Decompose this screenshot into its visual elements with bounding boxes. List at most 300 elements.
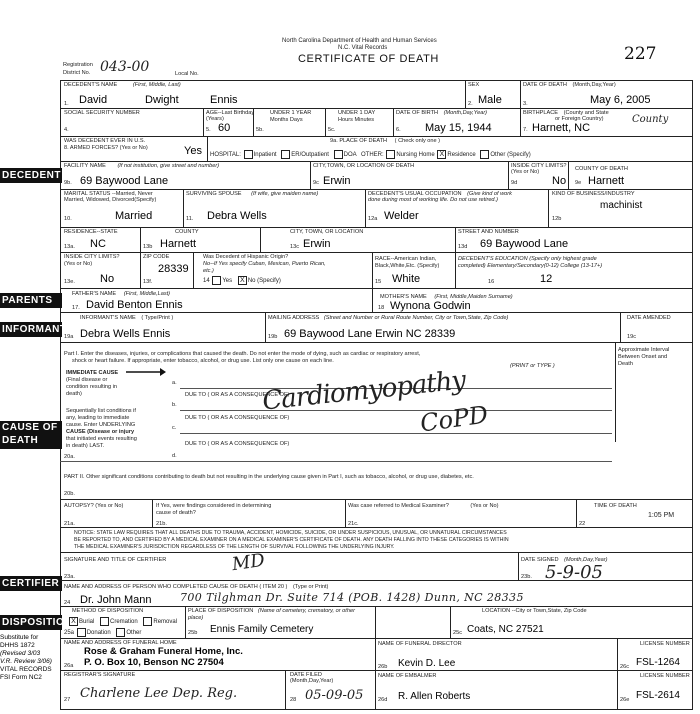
interval-label-2: Between Onset and (618, 354, 668, 360)
notice-line-2: BE REPORTED TO, AND CERTIFIED BY A MEDICAL EXAMINER ON A MEDICAL EXAMINER'S CERTIFICATE OF DEATH. ANY DEATH FALLING INTO THESE CATEGORIES IS WITHIN (74, 537, 509, 543)
certifier-name-value[interactable]: Dr. John Mann (80, 594, 152, 606)
mother-value[interactable]: Wynona Godwin (390, 300, 471, 312)
other-label: OTHER: (360, 152, 384, 159)
field-number: 23a. (64, 574, 75, 580)
date-filed-value[interactable]: 05-09-05 (305, 688, 364, 703)
spouse-value[interactable]: Debra Wells (207, 210, 267, 222)
marital-value[interactable]: Married (115, 210, 153, 222)
certifier-signature: MD (230, 549, 267, 576)
armed-hint: (Yes or No) (119, 145, 148, 151)
divider (508, 161, 509, 189)
father-label-text: FATHER'S NAME (72, 291, 117, 297)
registrar-signature: Charlene Lee Dep. Reg. (80, 686, 238, 701)
er-label: ER/Outpatient (291, 152, 329, 159)
side-label-parents: PARENTS (0, 293, 62, 308)
field-number: 10. (64, 216, 72, 222)
method-options-1 (68, 617, 177, 626)
divider (548, 189, 549, 227)
seq-hint-4: CAUSE (Disease or injury (66, 429, 135, 435)
director-label: NAME OF FUNERAL DIRECTOR (378, 641, 462, 647)
spouse-label-text: SURVIVING SPOUSE (186, 191, 242, 197)
divider (393, 108, 394, 136)
interval-label-1: Approximate Interval (618, 347, 670, 353)
field-number: 13d (458, 244, 468, 250)
date-of-death-value[interactable]: May 6, 2005 (590, 94, 651, 106)
race-value[interactable]: White (392, 273, 421, 285)
divider (183, 189, 184, 227)
immediate-hint-3: death) (66, 391, 82, 397)
other-place-label: Other (Specify) (490, 152, 531, 159)
side-note: DHHS 1872 (0, 642, 35, 649)
seq-hint-6: in death) LAST. (66, 443, 105, 449)
decedent-first-name[interactable]: David (79, 94, 108, 106)
mailing-address-value[interactable]: 69 Baywood Lane Erwin NC 28339 (284, 328, 456, 340)
embalmer-label: NAME OF EMBALMER (378, 673, 437, 679)
place-label-text: 9a. PLACE OF DEATH (330, 138, 388, 144)
row-line (60, 108, 692, 109)
decedent-name-hint: (First, Middle, Last) (132, 82, 181, 88)
findings-label-1: If Yes, were findings considered in determining (156, 503, 272, 509)
hispanic-label-2: No--If Yes specify Cuban, Mexican, Puerto Rican, (203, 261, 326, 267)
res-county-value[interactable]: Harnett (160, 238, 197, 250)
birthplace-value[interactable]: Harnett, NC (532, 122, 591, 134)
divider (615, 342, 616, 442)
birthplace-label-text: BIRTHPLACE (523, 110, 559, 116)
field-number: 3. (523, 101, 528, 107)
doa-label: DOA (343, 152, 357, 159)
field-number: 13e. (64, 279, 75, 285)
hospital-label: HOSPITAL: (210, 152, 241, 159)
father-label (72, 291, 170, 298)
field-number: c. (172, 425, 177, 431)
row-line (60, 312, 692, 313)
side-label-decedent: DECEDENT (2, 170, 62, 181)
divider (253, 108, 254, 136)
row-line (60, 638, 692, 639)
divider (520, 108, 521, 136)
armed-label-2-text: ARMED FORCES? (69, 145, 119, 151)
certifier-name-label (64, 584, 328, 591)
city-of-death-label: CITY,TOWN, OR LOCATION OF DEATH (313, 163, 415, 169)
informant-label-text: INFORMANT'S NAME (80, 315, 136, 321)
hispanic-options (203, 276, 281, 285)
divider (520, 80, 521, 108)
field-number: 12b (552, 216, 562, 222)
part2-instructions: PART II. Other significant conditions contributing to death but not resulting in the underlying cause given in Part I, such as tobacco, alcohol, or drug use, diabetes, etc. (64, 474, 474, 480)
date-signed-value[interactable]: 5-9-05 (545, 562, 603, 583)
location-label: LOCATION --City or Town,State, Zip Code (482, 608, 587, 614)
county-of-death-value[interactable]: Harnett (588, 175, 625, 187)
row-line (60, 527, 692, 528)
part1-instructions-2: shock or heart failure. If appropriate, enter tobacco, alcohol, or drug use. List only one cause on each line. (72, 358, 334, 364)
part1-instructions-1: Part I. Enter the diseases, injuries, or complications that caused the death. Do not enter the mode of dying, such as cardiac or respiratory arrest, (64, 351, 421, 357)
seq-hint-5: that initiated events resulting (66, 436, 137, 442)
race-label-2: Black,White,Etc. (Specify) (375, 263, 440, 269)
field-number: 20a. (64, 454, 75, 460)
divider (185, 606, 186, 638)
frame-right (692, 80, 693, 710)
row-line (60, 342, 692, 343)
nursing-label: Nursing Home (396, 152, 435, 159)
divider (285, 670, 286, 710)
father-value[interactable]: David Benton Ennis (86, 299, 183, 311)
hispanic-label-3: etc.) (203, 268, 214, 274)
street-label: STREET AND NUMBER (458, 229, 519, 235)
field-number: 25b (188, 630, 198, 636)
side-note: Substitute for (0, 634, 39, 641)
burial-checkbox[interactable]: X (69, 617, 78, 626)
embalmer-license-value[interactable]: FSL-2614 (636, 690, 680, 701)
field-number: 13c (290, 244, 300, 250)
cause-handwritten-a: Cardiomyopathy (260, 365, 467, 417)
field-number: 19b (268, 334, 278, 340)
field-number: 22 (579, 521, 586, 527)
agency-line-1: North Carolina Department of Health and Human Services (282, 38, 437, 44)
divider (375, 638, 376, 710)
hispanic-yes-checkbox[interactable] (212, 276, 221, 285)
divider (455, 252, 456, 288)
row-line (60, 252, 692, 253)
field-number: 9b. (64, 180, 72, 186)
divider (325, 108, 326, 136)
decedent-name-label (64, 82, 181, 89)
time-of-death-label: TIME OF DEATH (594, 503, 637, 509)
decedent-name-label-text: DECEDENT'S NAME (64, 82, 118, 88)
funeral-home-name[interactable]: Rose & Graham Funeral Home, Inc. (84, 646, 243, 657)
registration-label: Registration (63, 62, 93, 68)
date-of-death-label (523, 82, 616, 89)
field-number: 18 (378, 305, 385, 311)
father-hint: (First, Middle,Last) (123, 291, 171, 297)
divider (518, 552, 519, 580)
field-number: 16 (488, 279, 495, 285)
date-amended-label: DATE AMENDED (627, 315, 671, 321)
residence-label: Residence (447, 152, 476, 159)
cause-line-c (180, 433, 612, 434)
field-number: 9e (575, 180, 582, 186)
funeral-home-address[interactable]: P. O. Box 10, Benson NC 27504 (84, 657, 224, 668)
field-number: 26a (64, 663, 74, 669)
hispanic-no-label: No (Specify) (247, 278, 281, 285)
birthplace-hint-1: (County and State (563, 110, 609, 116)
row-line (60, 227, 692, 228)
director-license-label: LICENSE NUMBER (640, 641, 690, 647)
side-label-cause-line1: CAUSE OF (2, 422, 58, 433)
donation-label: Donation (86, 630, 111, 637)
local-no-label: Local No. (175, 71, 199, 77)
res-state-label: RESIDENCE--STATE (64, 229, 118, 235)
ssn-label: SOCIAL SECURITY NUMBER (64, 110, 140, 116)
field-number: 11. (186, 216, 194, 222)
months-days-label: Months Days (270, 117, 303, 123)
certifier-address-handwritten: 700 Tilghman Dr. Suite 714 (POB. 1428) Dunn, NC 28335 (180, 591, 524, 604)
facility-value[interactable]: 69 Baywood Lane (80, 175, 169, 187)
place-hint: ( Check only one ) (394, 138, 441, 144)
dob-hint: (Month,Day,Year) (443, 110, 488, 116)
business-value[interactable]: machinist (600, 200, 643, 211)
field-number: 26b (378, 664, 388, 670)
page-number: 227 (624, 44, 657, 64)
occupation-value[interactable]: Welder (384, 210, 419, 222)
field-number: 25c (453, 630, 463, 636)
place-disposition-label-text: PLACE OF DISPOSITION (188, 608, 254, 614)
side-note: (Revised 3/03 (0, 650, 41, 657)
divider (310, 161, 311, 189)
cremation-checkbox[interactable] (100, 617, 109, 626)
field-number: 19c (627, 334, 637, 340)
divider (568, 161, 569, 189)
education-value[interactable]: 12 (540, 273, 553, 285)
date-filed-label-2: (Month,Day,Year) (290, 678, 334, 684)
cause-line-d (60, 461, 612, 462)
res-inside-value[interactable]: No (100, 273, 115, 285)
facility-hint: (If not institution, give street and number) (117, 163, 220, 169)
side-notes (0, 634, 52, 682)
county-of-death-label: COUNTY OF DEATH (575, 166, 628, 172)
side-label-cause-line2: DEATH (2, 435, 39, 446)
field-number: d. (172, 453, 177, 459)
field-number: 23b. (521, 574, 532, 580)
place-disposition-label-1 (188, 608, 355, 615)
birthplace-hint-2: or Foreign Country) (555, 116, 604, 122)
cause-line-b (180, 410, 612, 411)
field-number: 26d (378, 697, 388, 703)
field-number: 21c. (348, 521, 359, 527)
res-inside-label: INSIDE CITY LIMITS? (64, 254, 120, 260)
field-number: 5. (206, 127, 211, 133)
notice-line-1: NOTICE: STATE LAW REQUIRES THAT ALL DEATHS DUE TO TRAUMA, ACCIDENT, HOMICIDE, SUICIDE, OR UNDER SUSPICIOUS, UNUSUAL, OR UNNATURAL CIRCUMSTANCES (74, 530, 507, 536)
row-line (60, 670, 692, 671)
field-number: 6. (396, 127, 401, 133)
embalmer-license-label: LICENSE NUMBER (640, 673, 690, 679)
field-number: 14 (203, 278, 210, 285)
marital-label-1: MARITAL STATUS --Married, Never (64, 191, 153, 197)
field-number: 27 (64, 697, 71, 703)
other-disposition-label: Other (126, 630, 142, 637)
hispanic-yes-label: Yes (222, 278, 233, 285)
time-of-death-value[interactable]: 1:05 PM (648, 512, 675, 519)
field-number: 12a (368, 216, 378, 222)
dob-label-text: DATE OF BIRTH (396, 110, 439, 116)
due-to-label: DUE TO ( OR AS A CONSEQUENCE OF) (185, 392, 290, 398)
nursing-checkbox[interactable] (386, 150, 395, 159)
dob-label (396, 110, 487, 117)
street-value[interactable]: 69 Baywood Lane (480, 238, 569, 250)
doa-checkbox[interactable] (334, 150, 343, 159)
age-value[interactable]: 60 (218, 122, 231, 134)
city-of-death-value[interactable]: Erwin (323, 175, 351, 187)
place-disposition-label-2: (Name of cemetery, crematory, or other (257, 608, 355, 614)
removal-label: Removal (153, 619, 178, 626)
date-of-death-label-text: DATE OF DEATH (523, 82, 567, 88)
residence-checkbox[interactable]: X (437, 150, 446, 159)
burial-label: Burial (79, 619, 95, 626)
field-number: 15 (375, 279, 382, 285)
donation-checkbox[interactable] (77, 628, 86, 637)
medex-label-text: Was case referred to Medical Examiner? (348, 503, 449, 509)
page-title: CERTIFICATE OF DEATH (298, 53, 439, 65)
funeral-home-label: NAME AND ADDRESS OF FUNERAL HOME (64, 640, 177, 646)
side-note: V.R. Review 3/06) (0, 658, 52, 665)
immediate-hint-2: condition resulting in (66, 384, 117, 390)
frame-top (60, 80, 692, 81)
date-signed-label-text: DATE SIGNED (521, 557, 559, 563)
interval-label-3: Death (618, 361, 633, 367)
inside-city-hint: (Yes or No) (511, 169, 540, 175)
seq-hint-1: Sequentially list conditions if (66, 408, 136, 414)
race-label-1: RACE--American Indian, (375, 256, 437, 262)
sex-value[interactable]: Male (478, 94, 502, 106)
marital-label-2: Married, Widowed, Divorced(Specify) (64, 197, 157, 203)
row-line (60, 606, 692, 607)
field-number: 13b (143, 244, 153, 250)
divider (193, 252, 194, 288)
method-options-2 (64, 628, 141, 637)
field-number: 1. (64, 101, 69, 107)
immediate-hint-1: (Final disease or (66, 377, 108, 383)
row-line (60, 189, 692, 190)
divider (152, 499, 153, 527)
field-number: 13f. (143, 279, 153, 285)
date-signed-hint: (Month,Day,Year) (564, 557, 608, 563)
field-number: 20b. (64, 491, 75, 497)
res-city-label: CITY, TOWN, OR LOCATION (290, 229, 364, 235)
cremation-label: Cremation (110, 619, 138, 626)
autopsy-label: AUTOPSY? (Yes or No) (64, 503, 124, 509)
divider (450, 606, 451, 638)
armed-value[interactable]: Yes (184, 145, 202, 157)
divider (140, 252, 141, 288)
divider (455, 227, 456, 252)
spouse-label (186, 191, 318, 198)
field-number: 9d (511, 180, 518, 186)
row-line (60, 499, 692, 500)
removal-checkbox[interactable] (143, 617, 152, 626)
date-filed-label-1: DATE FILED (290, 672, 322, 678)
seq-hint-3: cause. Enter UNDERLYING (66, 422, 136, 428)
divider (203, 108, 204, 136)
field-number: a. (172, 380, 177, 386)
immediate-cause-label: IMMEDIATE CAUSE (66, 370, 119, 376)
field-number: 2. (468, 101, 473, 107)
inside-city-label: INSIDE CITY LIMITS? (511, 163, 567, 169)
field-number: 25a (64, 630, 75, 637)
divider (576, 499, 577, 527)
district-label: District No. (63, 70, 91, 76)
field-number: 4. (64, 127, 69, 133)
divider (260, 227, 261, 252)
row-line (60, 552, 692, 553)
divider (372, 252, 373, 288)
res-city-value[interactable]: Erwin (303, 238, 331, 250)
field-number: 26e (620, 697, 630, 703)
location-value[interactable]: Coats, NC 27521 (467, 624, 544, 635)
divider (620, 312, 621, 342)
dob-value[interactable]: May 15, 1944 (425, 122, 492, 134)
field-number: b. (172, 402, 177, 408)
medex-hint: (Yes or No) (470, 503, 499, 509)
divider (375, 606, 376, 638)
informant-value[interactable]: Debra Wells Ennis (80, 328, 171, 340)
method-label: METHOD OF DISPOSITION (72, 608, 144, 614)
side-note: FSI Form NC2 (0, 674, 42, 681)
facility-label (64, 163, 219, 170)
seq-hint-2: any, leading to immediate (66, 415, 130, 421)
inside-city-value[interactable]: No (552, 175, 567, 187)
side-label-certifier: CERTIFIER (0, 576, 62, 591)
side-label-cause (0, 421, 62, 449)
occupation-hint-2: done during most of working life. Do not use retired.) (368, 197, 498, 203)
education-label-2: completed) Elementary/Secondary(0-12) College (13-17+) (458, 263, 603, 269)
place-disposition-value[interactable]: Ennis Family Cemetery (210, 624, 314, 635)
facility-label-text: FACILITY NAME (64, 163, 106, 169)
res-inside-hint: (Yes or No) (64, 261, 93, 267)
informant-label (80, 315, 173, 322)
field-number: 19a (64, 334, 74, 340)
divider (365, 189, 366, 227)
field-number: 24 (64, 600, 71, 606)
zip-value[interactable]: 28339 (158, 263, 189, 275)
field-number: 26c (620, 664, 630, 670)
cause-handwritten-b: CoPD (418, 400, 490, 438)
armed-label-2: 8. ARMED FORCES? (Yes or No) (64, 145, 148, 151)
hispanic-label-1: Was Decedent of Hispanic Origin? (203, 254, 289, 260)
place-label (330, 138, 440, 145)
registrar-label: REGISTRAR'S SIGNATURE (64, 672, 136, 678)
er-checkbox[interactable] (281, 150, 290, 159)
mother-label-text: MOTHER'S NAME (380, 294, 427, 300)
row-line (60, 161, 692, 162)
divider (465, 80, 466, 108)
field-number: 5b. (256, 127, 264, 133)
row-line (60, 580, 692, 581)
divider (265, 312, 266, 342)
hispanic-no-checkbox[interactable]: X (238, 276, 247, 285)
other-disposition-checkbox[interactable] (116, 628, 125, 637)
divider (207, 136, 208, 161)
certifier-signature-label: SIGNATURE AND TITLE OF CERTIFIER (64, 557, 167, 563)
informant-hint: ( Type/Print ) (141, 315, 174, 321)
certifier-name-hint: (Type or Print) (292, 584, 329, 590)
embalmer-value[interactable]: R. Allen Roberts (398, 691, 471, 702)
divider (140, 227, 141, 252)
education-label-1: DECEDENT'S EDUCATION (Specify only highest grade (458, 256, 597, 262)
birthplace-handwritten: County (632, 114, 669, 125)
decedent-last-name[interactable]: Ennis (210, 94, 238, 106)
row-line (60, 288, 692, 289)
under-day-label: UNDER 1 DAY (338, 110, 376, 116)
field-number: 13a. (64, 244, 75, 250)
field-number: 21b. (156, 521, 167, 527)
due-to-label: DUE TO ( OR AS A CONSEQUENCE OF) (185, 415, 290, 421)
sex-label: SEX (468, 82, 480, 88)
frame-bottom (60, 709, 692, 710)
divider (372, 288, 373, 312)
other-place-checkbox[interactable] (480, 150, 489, 159)
occupation-hint-1: (Give kind of work (467, 191, 512, 197)
field-number: 5c. (328, 127, 336, 133)
decedent-middle-name[interactable]: Dwight (145, 94, 179, 106)
inpatient-checkbox[interactable] (244, 150, 253, 159)
print-hint: (PRINT or TYPE ) (510, 363, 555, 369)
res-state-value[interactable]: NC (90, 238, 106, 250)
date-of-death-hint: (Month,Day,Year) (572, 82, 616, 88)
notice-line-3: THE MEDICAL EXAMINER'S JURISDICTION REGARDLESS OF THE LENGTH OF SURVIVAL FOLLOWING THE UNDERLYING INJURY. (74, 544, 395, 550)
agency-line-2: N.C. Vital Records (338, 45, 388, 51)
director-license-value[interactable]: FSL-1264 (636, 657, 680, 668)
director-value[interactable]: Kevin D. Lee (398, 658, 456, 669)
under-year-label: UNDER 1 YEAR (270, 110, 312, 116)
